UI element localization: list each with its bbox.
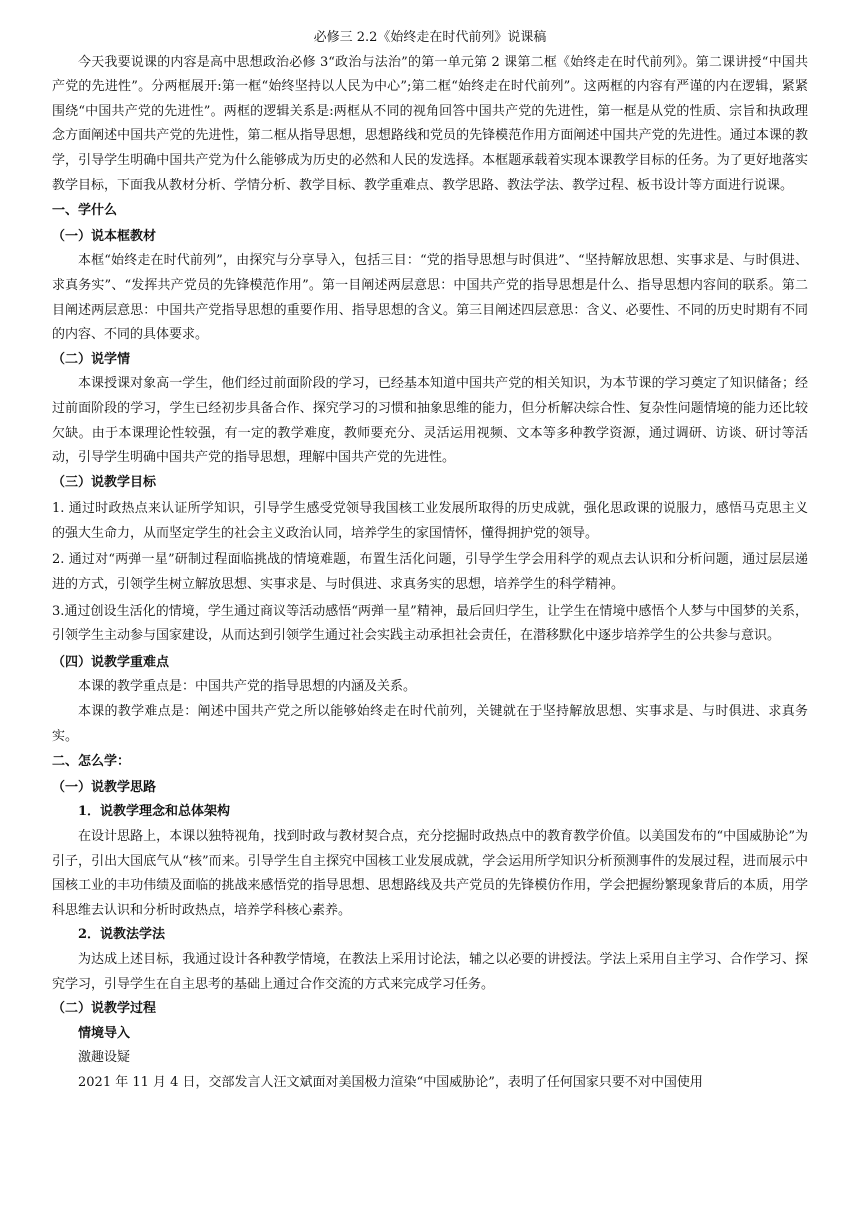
subsection-textbook-text: 本框“始终走在时代前列”，由探究与分享导入，包括三目：“党的指导思想与时俱进”、“坚持解放思想、实事求是、与时俱进、求真务实”、“发挥共产党员的先锋模范作用”。第一目阐述两层意思：中国共产党的指导思想是什么、指导思想内容间的联系。第二目阐述两层意思：中国共产党指导思想的重要作用、指导思想的含义。第三目阐述四层意思：含义、必要性、不同的历史时期有不同的内容、不同的具体要求。 [52, 253, 808, 343]
objective-item: 1. 通过时政热点来认证所学知识，引导学生感受党领导我国核工业发展所取得的历史成就，强化思政课的说服力，感悟马克思主义的强大生命力，从而坚定学生的社会主义政治认同，培养学生的家国情怀，懂得拥护党的领导。 [52, 501, 808, 541]
interest-question-label: 激趣设疑 [78, 1050, 131, 1066]
section-1-heading: 一、学什么 [52, 203, 118, 219]
section-2-heading: 二、怎么学： [52, 754, 131, 770]
intro-paragraph: 今天我要说课的内容是高中思想政治必修 3“政治与法治”的第一单元第 2 课第二框《始终走在时代前列》。第二课讲授“中国共产党的先进性”。分两框展开:第一框“始终坚持以人民为中心”;第二框“始终走在时代前列”。这两框的内容有严谨的内在逻辑，紧紧围绕“中国共产党的先进性”。两框的逻辑关系是:两框从不同的视角回答中国共产党的先进性，第一框是从党的性质、宗旨和执政理念方面阐述中国共产党的先进性，第二框从指导思想，思想路线和党员的先锋模范作用方面阐述中国共产党的先进性。通过本课的教学，引导学生明确中国共产党为什么能够成为历史的必然和人民的发选择。本框题承载着实现本课教学目标的任务。为了更好地落实教学目标，下面我从教材分析、学情分析、教学目标、教学重难点、教学思路、教法学法、教学过程、板书设计等方面进行说课。 [52, 54, 808, 193]
subsection-objectives-heading: （三）说教学目标 [52, 474, 157, 490]
teaching-methods-heading: 2．说教法学法 [78, 927, 166, 943]
objective-item: 3.通过创设生活化的情境，学生通过商议等活动感悟“两弹一星”精神，最后回归学生，让学生在情境中感悟个人梦与中国梦的关系，引领学生主动参与国家建设，从而达到引领学生通过社会实践主动承担社会责任，在潜移默化中逐步培养学生的公共参与意识。 [52, 603, 808, 644]
teaching-methods-text: 为达成上述目标，我通过设计各种教学情境，在教法上采用讨论法，辅之以必要的讲授法。学法上采用自主学习、合作学习、探究学习，引导学生在自主思考的基础上通过合作交流的方式来完成学习任务。 [52, 951, 808, 992]
subsection-teaching-process-heading: （二）说教学过程 [52, 1001, 157, 1017]
document-title: 必修三 2.2《始终走在时代前列》说课稿 [313, 30, 547, 45]
subsection-textbook-heading: （一）说本框教材 [52, 228, 157, 244]
objective-item: 2. 通过对“两弹一星”研制过程面临挑战的情境难题，布置生活化问题，引导学生学会用科学的观点去认识和分析问题，通过层层递进的方式，引领学生树立解放思想、实事求是、与时俱进、求真务实的思想，培养学生的科学精神。 [52, 552, 808, 593]
key-point-difficulty: 本课的教学难点是：阐述中国共产党之所以能够始终走在时代前列，关键就在于坚持解放思想、实事求是、与时俱进、求真务实。 [52, 704, 808, 744]
subsection-learners-heading: （二）说学情 [52, 351, 131, 367]
subsection-key-points-heading: （四）说教学重难点 [52, 654, 170, 670]
subsection-teaching-approach-heading: （一）说教学思路 [52, 779, 157, 795]
teaching-process-text: 2021 年 11 月 4 日，交部发言人汪文斌面对美国极力渲染“中国威胁论”，表明了任何国家只要不对中国使用 [78, 1074, 703, 1090]
scenario-intro-heading: 情境导入 [78, 1025, 131, 1041]
teaching-philosophy-text: 在设计思路上，本课以独特视角，找到时政与教材契合点，充分挖掘时政热点中的教育教学价值。以美国发布的“中国威胁论”为引子，引出大国底气从“核”而来。引导学生自主探究中国核工业发展成就，学会运用所学知识分析预测事件的发展过程，进而展示中国核工业的丰功伟绩及面临的挑战来感悟党的指导思想、思想路线及共产党员的先锋模仿作用，学会把握纷繁现象背后的本质，用学科思维去认识和分析时政热点，培养学科核心素养。 [52, 829, 808, 918]
teaching-philosophy-heading: 1．说教学理念和总体架构 [78, 804, 231, 820]
key-point-focus: 本课的教学重点是：中国共产党的指导思想的内涵及关系。 [78, 679, 417, 695]
subsection-learners-text: 本课授课对象高一学生，他们经过前面阶段的学习，已经基本知道中国共产党的相关知识，为本节课的学习奠定了知识储备；经过前面阶段的学习，学生已经初步具备合作、探究学习的习惯和抽象思维的能力，但分析解决综合性、复杂性问题情境的能力还比较欠缺。由于本课理论性较强，有一定的教学难度，教师要充分、灵活运用视频、文本等多种教学资源，通过调研、访谈、研讨等活动，引导学生明确中国共产党的指导思想，理解中国共产党的先进性。 [52, 376, 808, 466]
